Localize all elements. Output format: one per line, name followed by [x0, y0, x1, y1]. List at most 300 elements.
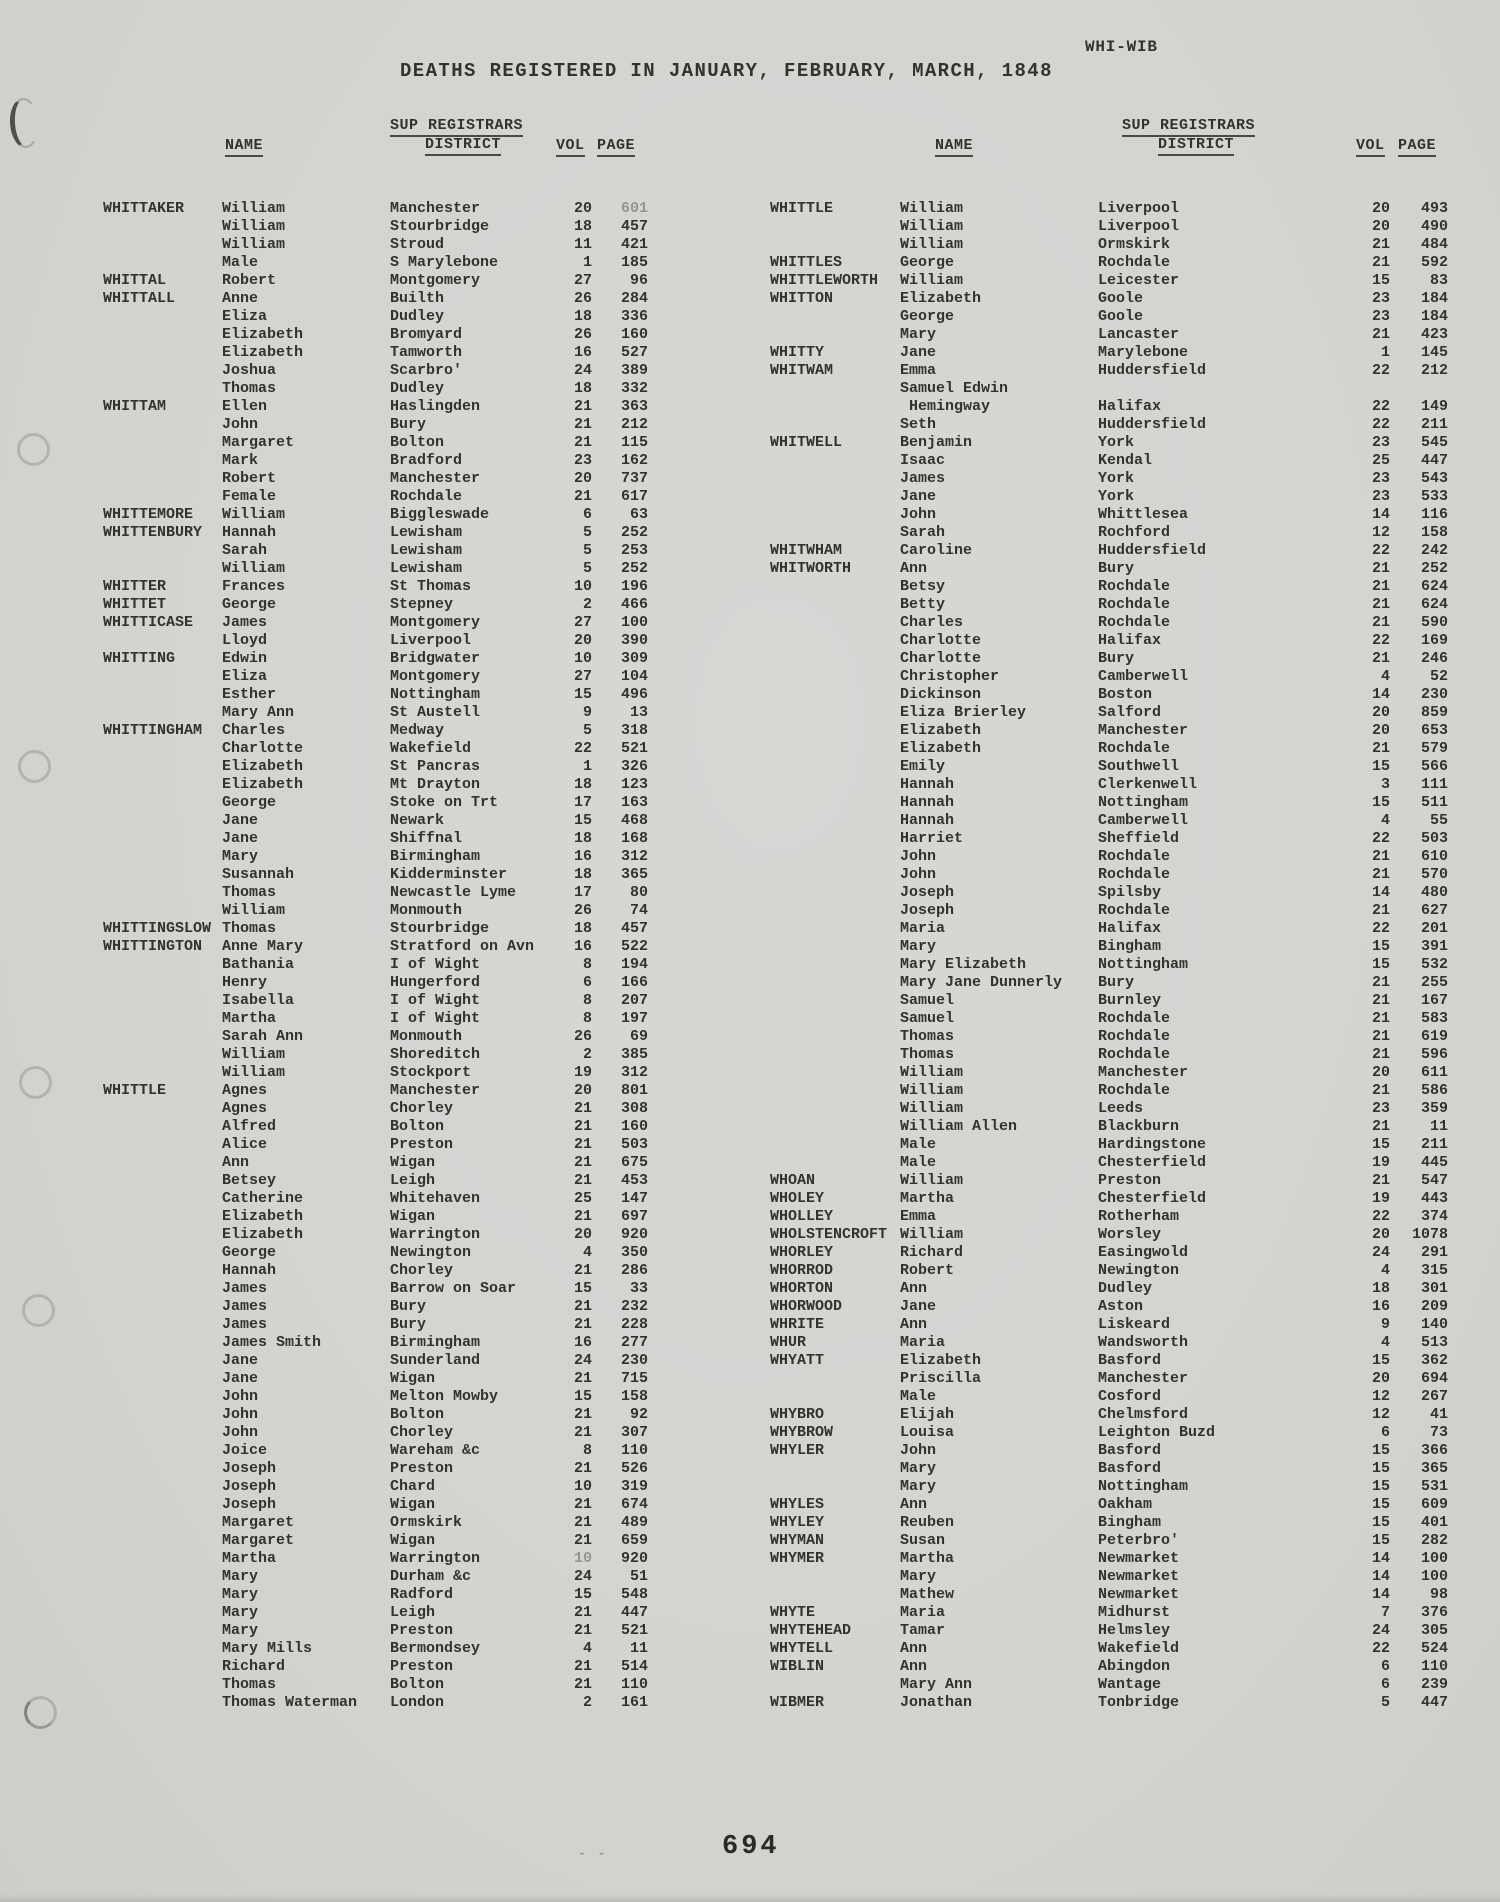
table-row: [103, 812, 648, 830]
district-cell: Rochdale: [1098, 1082, 1171, 1099]
vol-cell: 12: [1371, 1388, 1390, 1405]
given-name-cell: Susannah: [222, 866, 295, 883]
punch-hole: [8, 97, 40, 149]
district-cell: Wakefield: [390, 740, 472, 757]
district-cell: Goole: [1098, 290, 1144, 307]
given-name-cell: Richard: [222, 1658, 286, 1675]
surname-cell: [770, 380, 900, 398]
page-cell: 547: [1420, 1172, 1448, 1189]
vol-cell: 22: [1371, 1208, 1390, 1225]
page-cell: 239: [1420, 1676, 1448, 1693]
given-name-cell: Male: [900, 1388, 937, 1405]
given-name-cell: Priscilla: [900, 1370, 982, 1387]
table-row: [103, 920, 648, 938]
table-row: [103, 1514, 648, 1532]
vol-cell: 6: [1380, 1424, 1390, 1441]
vol-cell: 5: [1380, 1694, 1390, 1711]
vol-cell: 5: [582, 542, 592, 559]
surname-cell: [770, 596, 900, 614]
vol-cell: 14: [1371, 686, 1390, 703]
table-row: [770, 848, 1448, 866]
surname-cell: [770, 398, 900, 416]
page-cell: 267: [1420, 1388, 1448, 1405]
given-name-cell: Mary: [900, 938, 937, 955]
page-cell: 63: [629, 506, 648, 523]
given-name-cell: Alfred: [222, 1118, 277, 1135]
vol-cell: 18: [573, 776, 592, 793]
surname-cell: WHITTLES: [770, 254, 843, 271]
table-row: [770, 308, 1448, 326]
table-row: [103, 1424, 648, 1442]
given-name-cell: Ann: [900, 1496, 928, 1513]
surname-cell: [770, 1082, 900, 1100]
vol-cell: 24: [1371, 1622, 1390, 1639]
surname-cell: [770, 1586, 900, 1604]
table-row: [770, 326, 1448, 344]
surname-cell: WHITTAM: [103, 398, 167, 415]
district-cell: Shoreditch: [390, 1046, 481, 1063]
table-row: [770, 614, 1448, 632]
vol-cell: 12: [1371, 524, 1390, 541]
surname-cell: WHYMER: [770, 1550, 825, 1567]
surname-cell: [103, 308, 222, 326]
surname-cell: [103, 1334, 222, 1352]
district-cell: Birmingham: [390, 848, 481, 865]
vol-cell: 21: [573, 1100, 592, 1117]
table-row: [103, 362, 648, 380]
page-cell: 309: [620, 650, 648, 667]
table-row: [770, 488, 1448, 506]
given-name-cell: Elizabeth: [900, 740, 982, 757]
given-name-cell: Mary Ann: [222, 704, 295, 721]
table-row: [103, 1568, 648, 1586]
given-name-cell: William: [900, 1172, 964, 1189]
district-cell: Leigh: [390, 1604, 436, 1621]
page-cell: 391: [1420, 938, 1448, 955]
page-cell: 674: [620, 1496, 648, 1513]
surname-cell: [103, 974, 222, 992]
given-name-cell: Jane: [222, 1370, 259, 1387]
given-name-cell: William Allen: [900, 1118, 1018, 1135]
vol-cell: 17: [573, 794, 592, 811]
vol-cell: 20: [1371, 722, 1390, 739]
vol-cell: 21: [1371, 1172, 1390, 1189]
surname-cell: [770, 794, 900, 812]
table-row: [770, 1658, 1448, 1676]
district-cell: Rochdale: [1098, 1028, 1171, 1045]
table-row: [103, 1388, 648, 1406]
vol-cell: 17: [573, 884, 592, 901]
vol-cell: 4: [1380, 1334, 1390, 1351]
vol-cell: 21: [573, 1514, 592, 1531]
vol-cell: 10: [573, 1478, 592, 1495]
given-name-cell: Henry: [222, 974, 268, 991]
table-row: [770, 740, 1448, 758]
table-row: [103, 470, 648, 488]
table-row: [103, 1586, 648, 1604]
district-cell: Spilsby: [1098, 884, 1162, 901]
district-cell: Preston: [390, 1136, 454, 1153]
given-name-cell: Frances: [222, 578, 286, 595]
page-cell: 366: [1420, 1442, 1448, 1459]
surname-cell: [770, 650, 900, 668]
given-name-cell: Reuben: [900, 1514, 955, 1531]
left-district-header: DISTRICT: [425, 136, 501, 153]
surname-cell: [103, 1658, 222, 1676]
page-cell: 184: [1420, 290, 1448, 307]
surname-cell: WHYBROW: [770, 1424, 834, 1441]
vol-cell: 21: [573, 1496, 592, 1513]
vol-cell: 21: [1371, 596, 1390, 613]
table-row: [103, 1406, 648, 1424]
given-name-cell: Martha: [222, 1010, 277, 1027]
page-cell: 100: [620, 614, 648, 631]
vol-cell: 14: [1371, 884, 1390, 901]
given-name-cell: Elijah: [900, 1406, 955, 1423]
given-name-cell: Agnes: [222, 1100, 268, 1117]
vol-cell: 6: [582, 974, 592, 991]
given-name-cell: William: [222, 218, 286, 235]
given-name-cell: Jane: [222, 1352, 259, 1369]
table-row: [103, 1640, 648, 1658]
district-cell: Oakham: [1098, 1496, 1153, 1513]
vol-cell: 18: [573, 380, 592, 397]
given-name-cell: Jane: [900, 1298, 937, 1315]
given-name-cell: Margaret: [222, 434, 295, 451]
surname-cell: [770, 236, 900, 254]
page-cell: 160: [620, 326, 648, 343]
page-cell: 319: [620, 1478, 648, 1495]
table-row: [103, 218, 648, 236]
vol-cell: 6: [1380, 1658, 1390, 1675]
right-vol-header: VOL: [1356, 137, 1385, 154]
given-name-cell: Elizabeth: [222, 1226, 304, 1243]
district-cell: Newmarket: [1098, 1568, 1180, 1585]
vol-cell: 22: [1371, 920, 1390, 937]
district-cell: Chard: [390, 1478, 436, 1495]
district-cell: London: [390, 1694, 445, 1711]
vol-cell: 21: [573, 1298, 592, 1315]
page-cell: 163: [620, 794, 648, 811]
page-cell: 166: [620, 974, 648, 991]
page-cell: 158: [620, 1388, 648, 1405]
table-row: [103, 506, 648, 524]
vol-cell: 22: [1371, 830, 1390, 847]
page-cell: 169: [1420, 632, 1448, 649]
given-name-cell: Jane: [222, 812, 259, 829]
left-index-column: [103, 200, 648, 1712]
surname-cell: [103, 1136, 222, 1154]
table-row: [770, 956, 1448, 974]
surname-cell: WHYBRO: [770, 1406, 825, 1423]
given-name-cell: James: [222, 1298, 268, 1315]
district-cell: Chesterfield: [1098, 1154, 1207, 1171]
table-row: [770, 938, 1448, 956]
left-page-header: PAGE: [597, 137, 635, 154]
vol-cell: 23: [1371, 1100, 1390, 1117]
given-name-cell: Thomas: [900, 1028, 955, 1045]
surname-cell: [770, 956, 900, 974]
given-name-cell: John: [900, 866, 937, 883]
surname-cell: [770, 452, 900, 470]
vol-cell: 15: [1371, 758, 1390, 775]
vol-cell: 15: [1371, 1514, 1390, 1531]
table-row: [103, 1478, 648, 1496]
surname-cell: [103, 218, 222, 236]
table-row: [103, 236, 648, 254]
given-name-cell: Samuel Edwin: [900, 380, 1009, 397]
table-row: [770, 722, 1448, 740]
punch-hole: [19, 1066, 52, 1099]
given-name-cell: Anne: [222, 290, 259, 307]
district-cell: Liverpool: [390, 632, 472, 649]
page-cell: 609: [1420, 1496, 1448, 1513]
page-cell: 545: [1420, 434, 1448, 451]
vol-cell: 18: [573, 218, 592, 235]
district-cell: Basford: [1098, 1460, 1162, 1477]
page-cell: 230: [620, 1352, 648, 1369]
given-name-cell: James: [222, 1316, 268, 1333]
vol-cell: 3: [1380, 776, 1390, 793]
district-cell: Preston: [1098, 1172, 1162, 1189]
table-row: [103, 1694, 648, 1712]
page-cell: 524: [1420, 1640, 1448, 1657]
surname-cell: [770, 1010, 900, 1028]
surname-cell: [103, 758, 222, 776]
page-cell: 115: [620, 434, 648, 451]
page-cell: 531: [1420, 1478, 1448, 1495]
table-row: [103, 344, 648, 362]
district-cell: Wigan: [390, 1370, 436, 1387]
vol-cell: 10: [573, 1550, 592, 1567]
page-cell: 167: [1420, 992, 1448, 1009]
vol-cell: 15: [1371, 956, 1390, 973]
table-row: [103, 1154, 648, 1172]
table-row: [770, 884, 1448, 902]
given-name-cell: Robert: [900, 1262, 955, 1279]
given-name-cell: George: [900, 308, 955, 325]
table-row: [103, 1622, 648, 1640]
district-cell: Bury: [390, 1298, 427, 1315]
district-cell: Rochdale: [1098, 740, 1171, 757]
surname-cell: WHITTENBURY: [103, 524, 203, 541]
vol-cell: 18: [573, 866, 592, 883]
surname-cell: [103, 542, 222, 560]
table-row: [103, 1676, 648, 1694]
surname-cell: WHOAN: [770, 1172, 816, 1189]
page-cell: 336: [620, 308, 648, 325]
table-row: [103, 1190, 648, 1208]
district-cell: Blackburn: [1098, 1118, 1180, 1135]
given-name-cell: Lloyd: [222, 632, 268, 649]
district-cell: Rochdale: [1098, 902, 1171, 919]
page-cell: 242: [1420, 542, 1448, 559]
district-cell: Bolton: [390, 1118, 445, 1135]
surname-cell: [770, 722, 900, 740]
right-page-header: PAGE: [1398, 137, 1436, 154]
vol-cell: 4: [1380, 1262, 1390, 1279]
page-cell: 447: [620, 1604, 648, 1621]
surname-cell: [770, 686, 900, 704]
district-cell: Liverpool: [1098, 200, 1180, 217]
page-cell: 453: [620, 1172, 648, 1189]
page-cell: 305: [1420, 1622, 1448, 1639]
page-cell: 365: [1420, 1460, 1448, 1477]
table-row: [770, 434, 1448, 452]
surname-cell: [770, 884, 900, 902]
vol-cell: 18: [573, 308, 592, 325]
surname-cell: WHORTON: [770, 1280, 834, 1297]
table-row: [103, 452, 648, 470]
vol-cell: 21: [1371, 254, 1390, 271]
given-name-cell: Eliza: [222, 308, 268, 325]
table-row: [770, 1334, 1448, 1352]
right-index-column: [770, 200, 1448, 1712]
vol-cell: 2: [582, 1694, 592, 1711]
vol-cell: 7: [1380, 1604, 1390, 1621]
surname-cell: WIBMER: [770, 1694, 825, 1711]
table-row: [770, 362, 1448, 380]
table-row: [103, 1370, 648, 1388]
surname-cell: [103, 740, 222, 758]
district-cell: Burnley: [1098, 992, 1162, 1009]
district-cell: Bolton: [390, 1406, 445, 1423]
district-cell: Wigan: [390, 1208, 436, 1225]
vol-cell: 21: [1371, 848, 1390, 865]
table-row: [770, 632, 1448, 650]
given-name-cell: Joshua: [222, 362, 277, 379]
district-cell: Medway: [390, 722, 445, 739]
page-cell: 362: [1420, 1352, 1448, 1369]
page-cell: 11: [629, 1640, 648, 1657]
page-cell: 389: [620, 362, 648, 379]
table-row: [103, 542, 648, 560]
vol-cell: 15: [573, 686, 592, 703]
surname-cell: [103, 326, 222, 344]
district-cell: Kendal: [1098, 452, 1153, 469]
vol-cell: 24: [573, 1352, 592, 1369]
table-row: [770, 1082, 1448, 1100]
district-cell: Builth: [390, 290, 445, 307]
page-cell: 496: [620, 686, 648, 703]
table-row: [103, 794, 648, 812]
page-cell: 185: [620, 254, 648, 271]
punch-hole: [24, 1696, 57, 1729]
page-cell: 51: [629, 1568, 648, 1585]
surname-cell: [103, 704, 222, 722]
district-cell: Dudley: [390, 380, 445, 397]
district-cell: Bolton: [390, 1676, 445, 1693]
given-name-cell: Ann: [900, 1658, 928, 1675]
table-row: [103, 1460, 648, 1478]
district-cell: Montgomery: [390, 272, 481, 289]
district-cell: Stoke on Trt: [390, 794, 499, 811]
page-cell: 522: [620, 938, 648, 955]
table-row: [103, 866, 648, 884]
surname-cell: [103, 488, 222, 506]
given-name-cell: Hannah: [900, 794, 955, 811]
given-name-cell: Charles: [900, 614, 964, 631]
surname-cell: [103, 1154, 222, 1172]
page-cell: 96: [629, 272, 648, 289]
district-cell: Radford: [390, 1586, 454, 1603]
vol-cell: 27: [573, 614, 592, 631]
vol-cell: 21: [573, 1316, 592, 1333]
district-cell: Bradford: [390, 452, 463, 469]
given-name-cell: John: [900, 848, 937, 865]
surname-cell: [770, 1028, 900, 1046]
surname-cell: WHITTINGSLOW: [103, 920, 212, 937]
table-row: [770, 704, 1448, 722]
given-name-cell: Elizabeth: [222, 776, 304, 793]
surname-cell: [103, 1442, 222, 1460]
given-name-cell: Betty: [900, 596, 946, 613]
given-name-cell: Jane: [900, 488, 937, 505]
table-row: [770, 596, 1448, 614]
district-cell: Peterbro': [1098, 1532, 1180, 1549]
surname-cell: WHITTLE: [103, 1082, 167, 1099]
page-cell: 291: [1420, 1244, 1448, 1261]
page-cell: 610: [1420, 848, 1448, 865]
given-name-cell: Joseph: [222, 1478, 277, 1495]
vol-cell: 25: [1371, 452, 1390, 469]
vol-cell: 27: [573, 668, 592, 685]
table-row: [770, 524, 1448, 542]
page-cell: 619: [1420, 1028, 1448, 1045]
page-cell: 253: [620, 542, 648, 559]
table-row: [770, 1532, 1448, 1550]
district-cell: Rochford: [1098, 524, 1171, 541]
table-row: [770, 398, 1448, 416]
page-cell: 100: [1420, 1568, 1448, 1585]
vol-cell: 15: [1371, 794, 1390, 811]
district-cell: Stourbridge: [390, 920, 490, 937]
given-name-cell: Thomas: [222, 920, 277, 937]
given-name-cell: John: [222, 1424, 259, 1441]
district-cell: Bury: [1098, 650, 1135, 667]
vol-cell: 4: [1380, 812, 1390, 829]
right-name-header: NAME: [935, 137, 973, 154]
page-cell: 207: [620, 992, 648, 1009]
surname-cell: [770, 506, 900, 524]
surname-cell: [103, 1388, 222, 1406]
given-name-cell: Tamar: [900, 1622, 946, 1639]
vol-cell: 20: [573, 470, 592, 487]
district-cell: Stourbridge: [390, 218, 490, 235]
district-cell: Basford: [1098, 1352, 1162, 1369]
surname-cell: [770, 776, 900, 794]
left-sup-registrars-header: SUP REGISTRARS: [390, 117, 523, 134]
surname-cell: WHOLSTENCROFT: [770, 1226, 888, 1243]
surname-cell: WHITTING: [103, 650, 176, 667]
given-name-cell: William: [222, 1046, 286, 1063]
surname-cell: [103, 1496, 222, 1514]
table-row: [103, 488, 648, 506]
surname-cell: WHUR: [770, 1334, 807, 1351]
surname-cell: WHRITE: [770, 1316, 825, 1333]
vol-cell: 22: [573, 740, 592, 757]
district-cell: I of Wight: [390, 956, 481, 973]
surname-cell: WHITTINGHAM: [103, 722, 203, 739]
surname-cell: [770, 1568, 900, 1586]
table-row: [770, 686, 1448, 704]
vol-cell: 21: [573, 1406, 592, 1423]
surname-cell: WHORWOOD: [770, 1298, 843, 1315]
district-cell: Dudley: [390, 308, 445, 325]
surname-cell: [103, 1406, 222, 1424]
page-cell: 532: [1420, 956, 1448, 973]
given-name-cell: John: [222, 1388, 259, 1405]
